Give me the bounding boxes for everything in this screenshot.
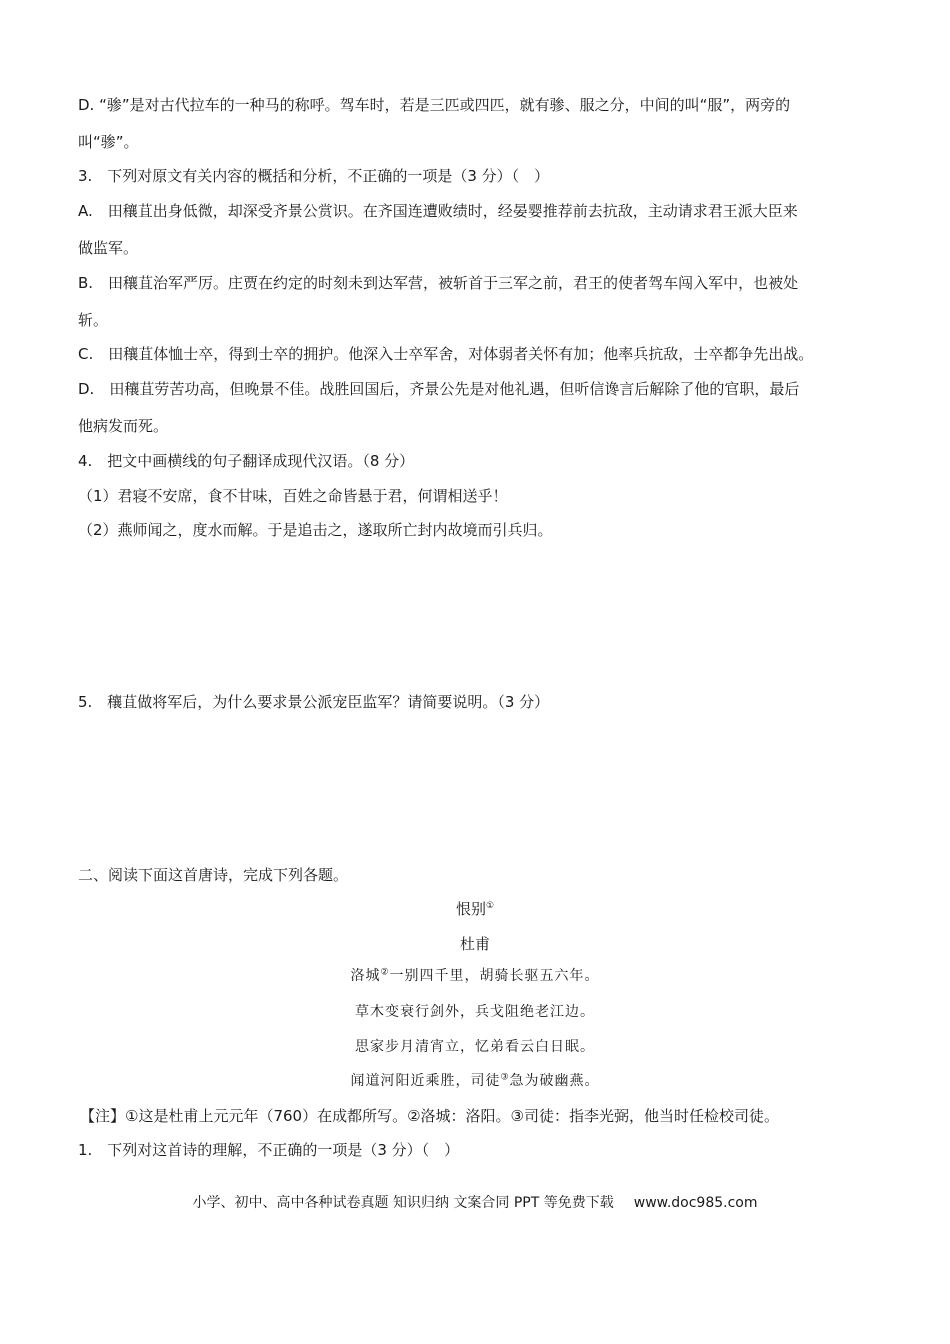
section-2-heading: 二、阅读下面这首唐诗，完成下列各题。	[78, 866, 349, 884]
q3-option-a-line-2: 做监军。	[78, 239, 139, 257]
poem-title: 恨别①	[455, 900, 495, 918]
question-4-part-2: （2）燕师闻之，度水而解。于是追击之，遂取所亡封内故境而引兵归。	[78, 521, 553, 539]
q3-option-d-line-1: D. 田穰苴劳苦功高，但晚景不佳。战胜回国后，齐景公先是对他礼遇，但听信谗言后解除了他的官职，最后	[78, 380, 800, 398]
poem-line-3: 思家步月清宵立，忆弟看云白日眠。	[355, 1039, 595, 1055]
poem-author: 杜甫	[459, 935, 490, 953]
option-d-line-1: D. “骖”是对古代拉车的一种马的称呼。驾车时，若是三匹或四匹，就有骖、服之分，中间的叫“服”，两旁的	[78, 96, 791, 114]
page-footer	[0, 1192, 950, 1212]
poem-line-2: 草木变衰行剑外，兵戈阻绝老江边。	[355, 1004, 595, 1020]
poem-line-1: 洛城②一别四千里，胡骑长驱五六年。	[350, 967, 600, 984]
poem-question-1: 1. 下列对这首诗的理解，不正确的一项是（3 分）（ ）	[78, 1141, 460, 1159]
q3-option-d-line-2: 他病发而死。	[78, 417, 169, 435]
poem-notes: 【注】①这是杜甫上元元年（760）在成都所写。②洛城：洛阳。③司徒：指李光弼，他当时任检校司徒。	[80, 1107, 779, 1125]
q3-option-b-line-1: B. 田穰苴治军严厉。庄贾在约定的时刻未到达军营，被斩首于三军之前，君王的使者驾车闯入军中，也被处	[78, 274, 799, 292]
footer-text: 小学、初中、高中各种试卷真题 知识归纳 文案合同 PPT 等免费下载	[192, 1195, 614, 1211]
question-4-part-1: （1）君寝不安席，食不甘味，百姓之命皆悬于君，何谓相送乎！	[78, 487, 508, 505]
poem-line-4: 闻道河阳近乘胜，司徒③急为破幽燕。	[350, 1072, 600, 1089]
question-3: 3. 下列对原文有关内容的概括和分析，不正确的一项是（3 分）（ ）	[78, 167, 550, 185]
footer-url[interactable]: www.doc985.com	[633, 1195, 758, 1211]
q3-option-a-line-1: A. 田穰苴出身低微，却深受齐景公赏识。在齐国连遭败绩时，经晏婴推荐前去抗敌，主动请求君王派大臣来	[78, 202, 798, 220]
question-5: 5. 穰苴做将军后，为什么要求景公派宠臣监军？请简要说明。（3 分）	[78, 693, 550, 711]
q3-option-c: C. 田穰苴体恤士卒，得到士卒的拥护。他深入士卒军舍，对体弱者关怀有加；他率兵抗敌，士卒都争先出战。	[78, 345, 814, 363]
question-4: 4. 把文中画横线的句子翻译成现代汉语。（8 分）	[78, 452, 415, 470]
option-d-line-2: 叫“骖”。	[78, 133, 139, 151]
q3-option-b-line-2: 斩。	[78, 311, 109, 329]
